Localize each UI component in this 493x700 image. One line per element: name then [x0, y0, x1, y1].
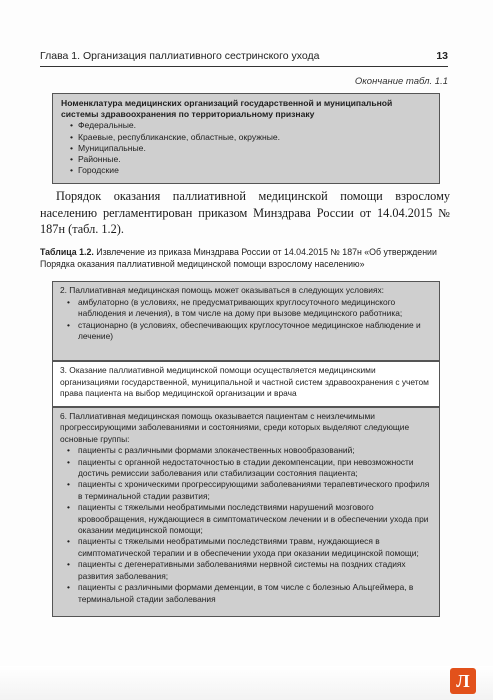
list-item: • амбулаторно (в условиях, не предусматривающих круглосуточного медицинского наблюдения и лечения), в том числе на дому при вызове медицинского работника;: [62, 297, 432, 320]
table-row: [52, 281, 440, 361]
list-item: • пациенты с различными формами деменции, в том числе с болезнью Альцгеймера, в терминальной стадии заболевания: [62, 582, 432, 605]
body-paragraph: [40, 188, 450, 238]
list-item: • Городские: [70, 165, 431, 176]
watermark-logo-icon: Л: [450, 668, 476, 694]
table-1-1-list: [61, 120, 431, 176]
bottom-fade: [0, 666, 493, 700]
row-list: [60, 445, 432, 605]
caption-text: Извлечение из приказа Минздрава России от 14.04.2015 № 187н «Об утверждении Порядка оказания паллиативной медицинской помощи взрослому населению»: [40, 247, 437, 270]
list-item: • стационарно (в условиях, обеспечивающих круглосуточное медицинское наблюдение и лечение): [62, 320, 432, 343]
table-1-2-caption: [40, 246, 450, 271]
body-paragraph-text: Порядок оказания паллиативной медицинской помощи взрослому населению регламентирован приказом Минздрава России от 14.04.2015 № 187н (табл. 1.2).: [40, 189, 450, 236]
table-row: [52, 361, 440, 407]
row-list: [60, 297, 432, 343]
table-1-1-cell: [52, 93, 440, 184]
row-text: 2. Паллиативная медицинская помощь может оказываться в следующих условиях:: [60, 285, 384, 295]
caption-label: Таблица 1.2.: [40, 247, 94, 257]
list-item: • пациенты с дегенеративными заболеваниями нервной системы на поздних стадиях развития заболевания;: [62, 559, 432, 582]
header-rule: [40, 66, 448, 67]
table-continuation-note: Окончание табл. 1.1: [354, 76, 448, 87]
list-item: • пациенты с тяжелыми необратимыми последствиями нарушений мозгового кровообращения, нуждающиеся в симптоматическом лечении и в обеспечении ухода при оказании медицинской помощи;: [62, 502, 432, 536]
list-item: • Районные.: [70, 154, 431, 165]
row-text: 6. Паллиативная медицинская помощь оказывается пациентам с неизлечимыми прогрессирующими заболеваниями и состояниями, среди которых выделяют следующие основные группы:: [60, 411, 410, 444]
list-item: • Федеральные.: [70, 120, 431, 131]
list-item: • пациенты с различными формами злокачественных новообразований;: [62, 445, 432, 456]
chapter-title: Глава 1. Организация паллиативного сестринского ухода: [40, 50, 320, 62]
running-head: [40, 50, 448, 64]
row-text: 3. Оказание паллиативной медицинской помощи осуществляется медицинскими организациями государственной, муниципальной и частной систем здравоохранения с учетом права пациента на выбор медицинской организации и врача: [60, 365, 429, 399]
list-item: • пациенты с хроническими прогрессирующими заболеваниями терапевтического профиля в терминальной стадии развития;: [62, 479, 432, 502]
page-number: 13: [436, 50, 448, 62]
list-item: • пациенты с органной недостаточностью в стадии декомпенсации, при невозможности достичь ремиссии заболевания или стабилизации состояния пациента;: [62, 457, 432, 480]
table-1-1-header: Номенклатура медицинских организаций государственной и муниципальной системы здравоохранения по территориальному признаку: [61, 98, 393, 120]
table-row: [52, 407, 440, 617]
list-item: • пациенты с тяжелыми необратимыми последствиями травм, нуждающиеся в симптоматической терапии и в обеспечении ухода при оказании медицинской помощи;: [62, 536, 432, 559]
list-item: • Краевые, республиканские, областные, окружные.: [70, 132, 431, 143]
list-item: • Муниципальные.: [70, 143, 431, 154]
